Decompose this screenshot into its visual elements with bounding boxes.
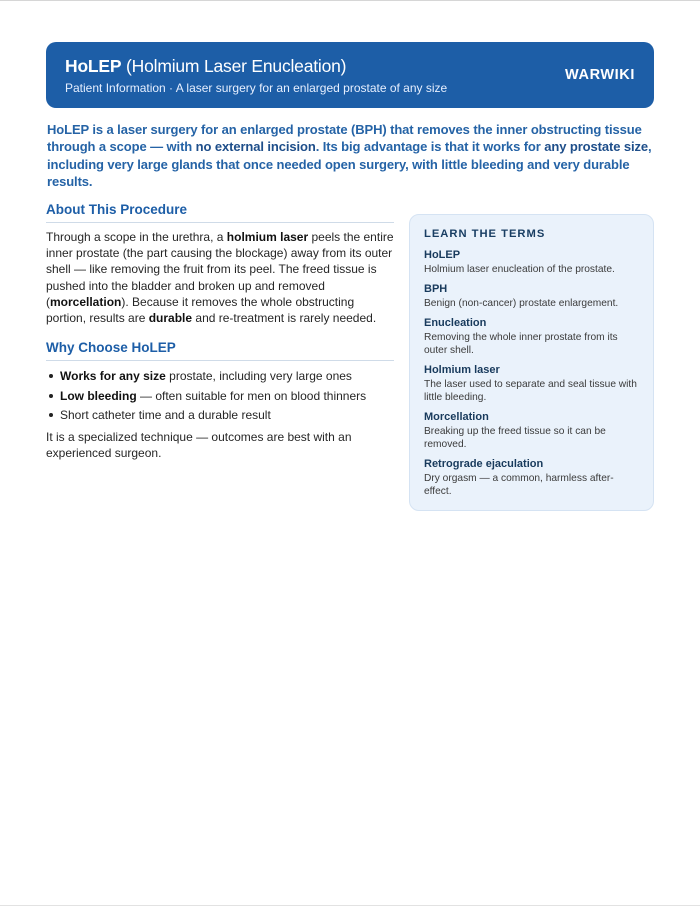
benefit-text: prostate, including very large ones: [165, 369, 352, 384]
about-text: and re-treatment is rarely needed.: [192, 311, 377, 326]
glossary-item: [424, 458, 639, 498]
about-text: Through a scope in the urethra, a: [46, 230, 227, 244]
benefits-list: [46, 368, 394, 423]
about-text: peels the entire inner prostate (the part causing the blockage) away from its outer shell — like removing the fruit from its peel. The freed tissue is pushed into the bladder and broken up and removed (: [46, 230, 394, 309]
closing-note: It is a specialized technique — outcomes are best with an experienced surgeon.: [46, 430, 352, 461]
intro-emphasis: no external incision: [195, 139, 316, 155]
benefit-emphasis: Works for any size: [60, 369, 166, 384]
glossary-term: Enucleation: [424, 317, 487, 329]
glossary-definition: The laser used to separate and seal tissue with little bleeding.: [424, 378, 637, 403]
glossary-item: [424, 283, 639, 310]
benefit-text: Short catheter time and a durable result: [60, 408, 271, 423]
about-heading: About This Procedure: [46, 202, 394, 223]
glossary-definition: Benign (non-cancer) prostate enlargement.: [424, 297, 619, 309]
about-section: [46, 202, 394, 326]
glossary-term: Morcellation: [424, 411, 489, 423]
about-emphasis: holmium laser: [226, 230, 309, 244]
glossary-panel: [409, 214, 654, 511]
glossary-heading: LEARN THE TERMS: [424, 228, 546, 240]
about-paragraph: [46, 229, 394, 326]
glossary-item: [424, 249, 639, 276]
benefit-emphasis: Low bleeding: [60, 388, 137, 403]
list-item: [46, 407, 394, 423]
glossary-term: Retrograde ejaculation: [424, 458, 544, 470]
glossary-definition: Removing the whole inner prostate from its outer shell.: [424, 331, 618, 356]
brand-logo: WARWIKI: [565, 67, 635, 83]
intro-emphasis: any prostate size: [544, 139, 649, 155]
main-column: [46, 202, 394, 462]
glossary-term: BPH: [424, 283, 448, 295]
why-section: [46, 340, 394, 461]
glossary-term: Holmium laser: [424, 364, 500, 376]
about-emphasis: durable: [148, 311, 193, 326]
page-subtitle: Patient Information · A laser surgery for an enlarged prostate of any size: [65, 81, 448, 95]
glossary-item: [424, 364, 639, 404]
page-title: [65, 56, 346, 77]
intro-text: . Its big advantage is that it works for: [315, 139, 545, 155]
glossary-term: HoLEP: [424, 249, 461, 261]
intro-summary: [47, 121, 655, 191]
glossary-definition: Dry orgasm — a common, harmless after-effect.: [424, 472, 614, 497]
title-expansion: (Holmium Laser Enucleation): [126, 56, 347, 76]
header-banner: [46, 42, 654, 108]
benefit-text: — often suitable for men on blood thinners: [136, 388, 367, 403]
about-text: ). Because it removes the whole obstructing portion, results are: [46, 294, 355, 326]
about-emphasis: morcellation: [50, 294, 122, 309]
list-item: [46, 368, 394, 384]
list-item: [46, 388, 394, 404]
title-acronym: HoLEP: [65, 56, 122, 76]
glossary-item: [424, 411, 639, 451]
glossary-definition: Holmium laser enucleation of the prostate.: [424, 263, 615, 275]
intro-text: HoLEP is a laser surgery for an enlarged prostate (BPH) that removes the inner obstructing tissue through a scope — with: [47, 122, 642, 155]
why-heading: Why Choose HoLEP: [46, 340, 394, 361]
glossary-definition: Breaking up the freed tissue so it can be removed.: [424, 425, 606, 450]
glossary-item: [424, 317, 639, 357]
page-top-border: [0, 0, 700, 1]
intro-text: , including very large glands that once needed open surgery, with little bleeding and very durable results.: [47, 139, 652, 190]
